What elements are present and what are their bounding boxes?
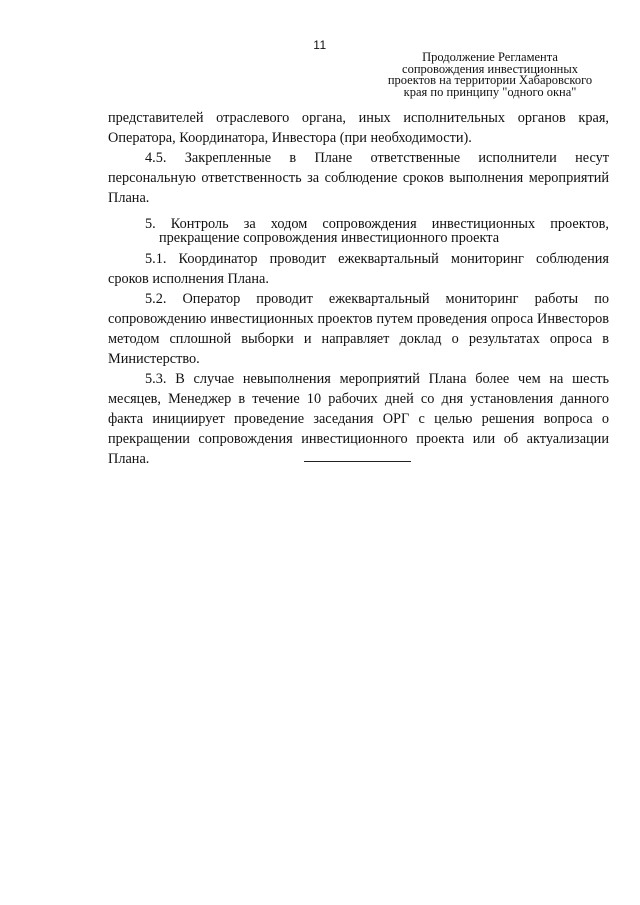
end-rule: [304, 461, 411, 462]
page-number: 11: [313, 38, 327, 52]
header-note: [370, 52, 610, 98]
section-5-title: [108, 217, 609, 245]
header-note-line: сопровождения инвестиционных: [402, 61, 578, 76]
section-5-title-line: 5. Контроль за ходом сопровождения инвестиционных проектов,: [145, 216, 609, 232]
header-note-line: проектов на территории Хабаровского: [387, 73, 593, 87]
header-note-line: Продолжение Регламента: [422, 50, 558, 64]
header-note-line: края по принципу "одного окна": [403, 84, 577, 99]
paragraph-4-5: 4.5. Закрепленные в Плане ответственные исполнители несут персональную ответственность за соблюдение сроков выполнения мероприятий Плана.: [108, 150, 609, 206]
section-5-title-line: прекращение сопровождения инвестиционного проекта: [159, 230, 500, 246]
document-body: [108, 108, 609, 469]
paragraph-5-3: 5.3. В случае невыполнения мероприятий Плана более чем на шесть месяцев, Менеджер в течение 10 рабочих дней со дня установления данного факта инициирует проведение заседания ОРГ с целью решения вопроса о прекращении сопровождения инвестиционного проекта или об актуализации Плана.: [108, 371, 609, 467]
paragraph-5-1: 5.1. Координатор проводит ежеквартальный мониторинг соблюдения сроков исполнения Плана.: [108, 251, 609, 287]
continuation-paragraph: представителей отраслевого органа, иных исполнительных органов края, Оператора, Координатора, Инвестора (при необходимости).: [108, 110, 609, 146]
paragraph-5-2: 5.2. Оператор проводит ежеквартальный мониторинг работы по сопровождению инвестиционных проектов путем проведения опроса Инвесторов методом сплошной выборки и направляет доклад о результатах опроса в Министерство.: [108, 291, 609, 367]
